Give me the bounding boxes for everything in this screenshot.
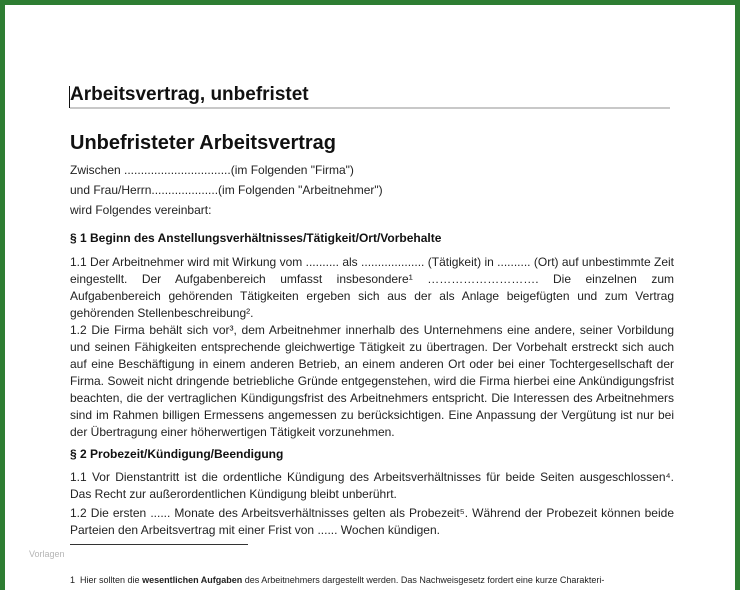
section-2-paragraph-1: 1.1 Vor Dienstantritt ist die ordentliche Kündigung des Arbeitsverhältnisses für beide Seiten ausgeschlossen⁴. Das Recht zur außerordentlichen Kündigung bleibt unberührt. [70, 470, 674, 501]
contract-heading: Unbefristeter Arbeitsvertrag [70, 132, 337, 154]
footnote-1 [70, 575, 604, 585]
footnote-text-after: des Arbeitnehmers dargestellt werden. Das Nachweisgesetz fordert eine kurze Charakteri- [242, 575, 605, 585]
document-page [5, 5, 735, 590]
section-1-paragraph-2: 1.2 Die Firma behält sich vor³, dem Arbeitnehmer innerhalb des Unternehmens eine andere, seiner Vorbildung und seinen Fähigkeiten entsprechende gleichwertige Tätigkeit zu übertragen. Der Vorbehalt erstreckt sich auch auf eine Beschäftigung in einem anderen Betrieb, an einem anderen Ort oder bei einer Tochtergesellschaft der Firma. Soweit nicht dringende betriebliche Gründe entgegenstehen, wird die Firma hierbei eine Ankündigungsfrist beachten, die der vertraglichen Kündigungsfrist des Arbeitnehmers entspricht. Die Interessen des Arbeitnehmers sind im Rahmen billigen Ermessens angemessen zu berücksichtigen. Eine Anpassung der Vergütung ist nur bei der Übertragung einer höherwertigen Tätigkeit vorzunehmen. [70, 323, 674, 439]
section-2-paragraph-2: 1.2 Die ersten ...... Monate des Arbeitsverhältnisses gelten als Probezeit⁵. Während der Probezeit können beide Parteien den Arbeitsvertrag mit einer Frist von ...... Wochen kündigen. [70, 506, 674, 537]
watermark: Vorlagen [29, 549, 65, 559]
party-line-firm: Zwischen ................................(im Folgenden "Firma") [70, 163, 354, 177]
footnote-separator [70, 544, 248, 545]
agreement-intro: wird Folgendes vereinbart: [70, 203, 212, 217]
section-2-heading: § 2 Probezeit/Kündigung/Beendigung [70, 447, 284, 461]
section-1-heading: § 1 Beginn des Anstellungsverhältnisses/Tätigkeit/Ort/Vorbehalte [70, 231, 442, 245]
party-line-employee: und Frau/Herrn....................(im Folgenden "Arbeitnehmer") [70, 183, 383, 197]
footnote-text-bold: wesentlichen Aufgaben [142, 575, 243, 585]
section-1-paragraph-1: 1.1 Der Arbeitnehmer wird mit Wirkung vom .......... als ................... (Tätigkeit) in .......... (Ort) auf unbestimmte Zeit eingestellt. Der Aufgabenbereich umfasst insbesondere¹ ………………………. Die einzelnen zum Aufgabenbereich gehörenden Tätigkeiten ergeben sich aus der als Anlage beigefügten und zum Vertrag gehörenden Stellenbeschreibung². [70, 255, 674, 320]
document-title: Arbeitsvertrag, unbefristet [70, 84, 670, 109]
footnote-text-before: Hier sollten die [80, 575, 143, 585]
footnote-number: 1 [70, 575, 76, 585]
